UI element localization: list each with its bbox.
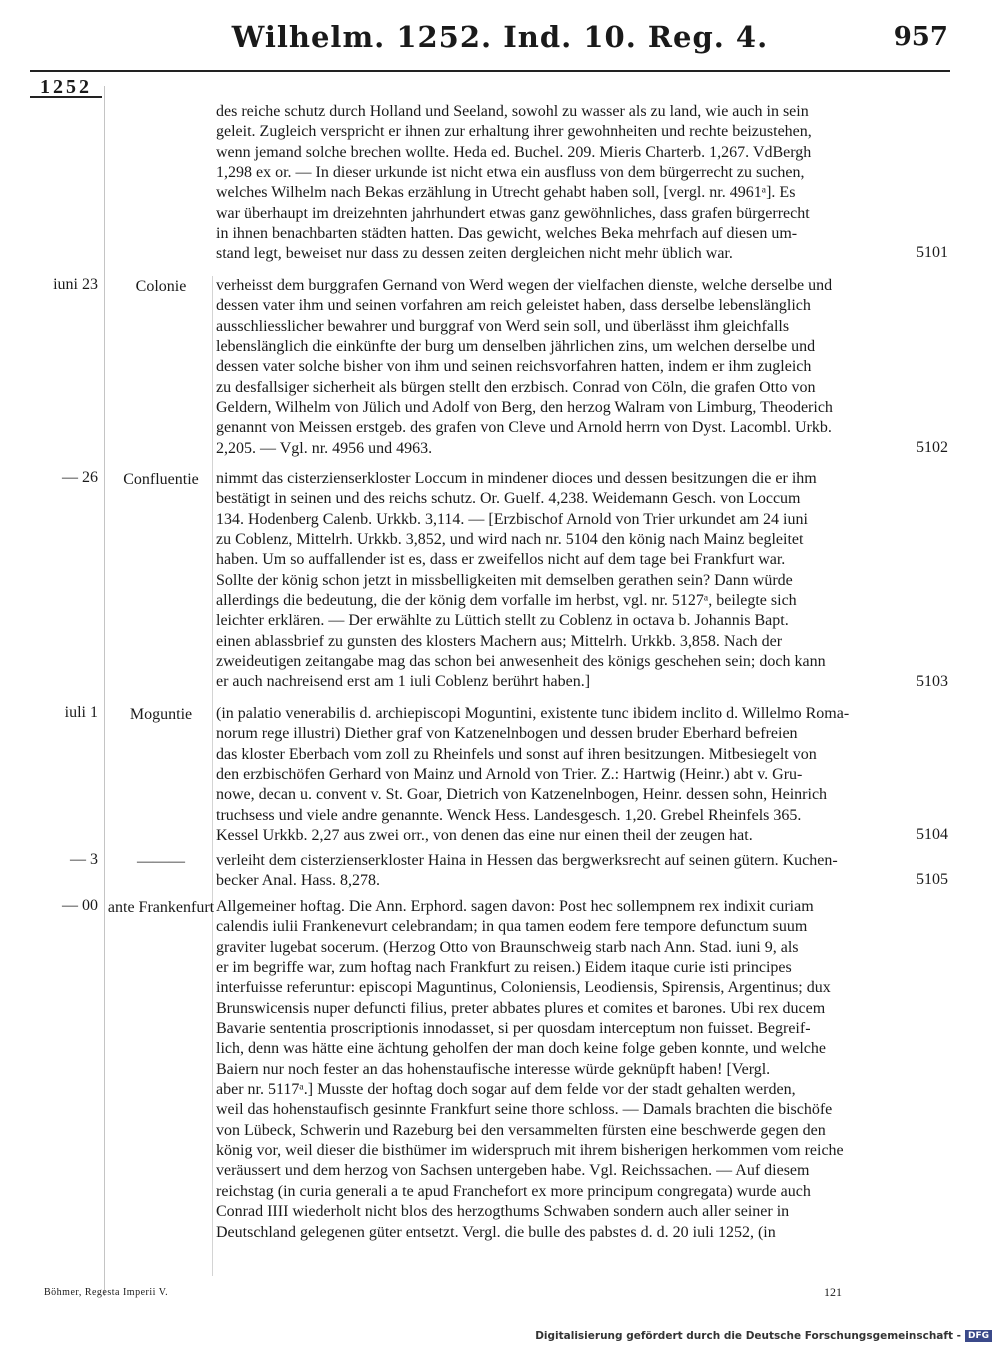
year-label: 1252: [30, 76, 102, 98]
text-line: allerdings die bedeutung, die der könig dem vorfalle im herbst, vgl. nr. 5127ᵃ, beilegte sich: [216, 592, 797, 610]
text-line: verheisst dem burggrafen Gernand von Werd wegen der vielfachen dienste, welche derselbe und: [216, 277, 833, 294]
text-line: haben. Um so auffallender ist es, dass er zweifellos nicht auf dem tage bei Frankfurt war.: [216, 551, 786, 569]
text-line: genannt von Meissen erstgeb. des grafen von Cleve und Arnold herrn von Dyst. Lacombl. Urkb.: [216, 419, 832, 437]
text-line: den erzbischöfen Gerhard von Mainz und Arnold von Trier. Z.: Hartwig (Heinr.) abt v. Gru-: [216, 766, 803, 784]
text-line: lebenslänglich die einkünfte der burg um denselben jährlichen zins, um welchen derselbe und: [216, 338, 816, 356]
text-line: Kessel Urkkb. 2,27 aus zwei orr., von denen das eine nur einen theil der zeugen hat.: [216, 827, 753, 845]
text-line: verleiht dem cisterzienserkloster Haina in Hessen das bergwerksrecht auf seinen gütern. Kuchen-: [216, 852, 838, 869]
text-line: Brunswicensis nuper defuncti filius, preter abbates plures et comites et barones. Ubi rex ducem: [216, 999, 826, 1017]
text-line: lich, denn was hätte eine ächtung geholfen der man doch keine folge geben konnte, und welche: [216, 1040, 826, 1058]
text-line: norum rege illustri) Diether graf von Katzenelnbogen und dessen bruder Eberhard befreien: [216, 725, 798, 743]
text-line: wenn jemand solche brechen wollte. Heda ed. Buchel. 209. Mieris Charterb. 1,267. VdBergh: [216, 143, 812, 161]
text-line: Conrad IIII wiederholt nicht blos des herzogthums Schwaben sondern auch aller seiner in: [216, 1203, 790, 1221]
column-divider-right: [212, 276, 213, 1276]
text-line: 1,298 ex or. — In dieser urkunde ist nicht etwa ein ausfluss von dem bürgerrecht zu suchen,: [216, 164, 805, 182]
footer-source: Böhmer, Regesta Imperii V.: [44, 1287, 169, 1298]
entry-text: [216, 897, 948, 1243]
regest-number: 5101: [916, 244, 948, 262]
text-line: des reiche schutz durch Holland und Seeland, sowohl zu wasser als zu land, wie auch in sein: [216, 103, 809, 120]
text-line: graviter lugebat socerum. (Herzog Otto von Braunschweig starb nach Ann. Stad. iuni 9, als: [216, 938, 799, 956]
text-line: calendis iulii Frankenevurt celebrandam; in qua tamen eodem fere tempore defunctum suum: [216, 918, 808, 936]
text-line: Allgemeiner hoftag. Die Ann. Erphord. sagen davon: Post hec sollempnem rex indixit curiam: [216, 898, 814, 915]
text-line: 134. Hodenberg Calenb. Urkkb. 3,114. — [Erzbischof Arnold von Trier urkundet am 24 iuni: [216, 510, 808, 528]
entry-date: — 3: [70, 851, 98, 868]
text-line: das kloster Eberbach vom zoll zu Rheinfels und sonst auf ihren besitzungen. Mitbesiegelt von: [216, 745, 817, 763]
regest-number: 5104: [916, 826, 948, 844]
entry-date: — 26: [62, 469, 98, 486]
entry-place: Confluentie: [123, 471, 199, 488]
text-line: aber nr. 5117ᵃ.] Musste der hoftag doch sogar auf dem felde vor der stadt gehalten werden,: [216, 1081, 796, 1099]
text-line: dessen vater ihm und seinen vorfahren am reich geleistet haben, dass derselbe lebenslänglich: [216, 297, 811, 315]
entry-date: iuli 1: [64, 704, 98, 721]
text-line: Deutschland gelegenen güter entsetzt. Vergl. die bulle des pabstes d. d. 20 iuli 1252, (in: [216, 1223, 776, 1241]
footer-signature: 121: [824, 1285, 842, 1299]
regest-number: 5102: [916, 438, 948, 456]
text-line: (in palatio venerabilis d. archiepiscopi Moguntini, existente tunc ibidem inclito d. Willelmo Roma-: [216, 705, 850, 722]
entry-text: [216, 851, 948, 892]
text-line: in ihnen benachbarten städten hatten. Das gewicht, welches Beka mehrfach auf diesen um-: [216, 225, 798, 243]
text-line: interfuisse referuntur: episcopi Maguntinus, Coloniensis, Leodiensis, Spirensis, Argentinus; dux: [216, 979, 831, 997]
column-divider-left: [104, 86, 105, 1296]
text-line: leichter erklären. — Der erwählte zu Lüttich stellt zu Coblenz in octava b. Johannis Bapt.: [216, 612, 789, 630]
text-line: welches Wilhelm nach Bekas erzählung in Utrecht gehabt haben soll, [vergl. nr. 4961ᵃ]. Es: [216, 184, 796, 202]
text-line: zweideutigen zeitangabe mag das schon bei anwesenheit des königs geschehen sein; doch kann: [216, 653, 826, 671]
page-number: 957: [893, 22, 948, 52]
text-line: war überhaupt im dreizehnten jahrhundert etwas ganz gewöhnliches, dass grafen bürgerrecht: [216, 204, 810, 222]
text-line: truchsess und viele andre genannte. Wenck Hess. Landesgesch. 1,20. Grebel Rheinfels 365.: [216, 806, 802, 824]
text-line: nimmt das cisterzienserkloster Loccum in mindener dioces und dessen besitzungen die er ihm: [216, 470, 817, 487]
dfg-logo-icon: DFG: [965, 1330, 992, 1342]
regest-number: 5103: [916, 672, 948, 690]
text-line: Baiern nur noch fester an das hohenstaufische interesse würde geknüpft haben! [Vergl.: [216, 1060, 771, 1078]
text-line: Sollte der könig schon jetzt in missbelligkeiten mit demselben gerathen sein? Dann würde: [216, 571, 793, 589]
text-line: ausschliesslicher bewahrer und burggraf von Werd sein soll, und überlässt ihm gleichfalls: [216, 317, 790, 335]
text-line: reichstag (in curia generali a te apud Franchefort ex more principum congregata) wurde auch: [216, 1182, 811, 1200]
text-line: 2,205. — Vgl. nr. 4956 und 4963.: [216, 439, 433, 457]
text-line: einen ablassbrief zu gunsten des klosters Machern aus; Mittelrh. Urkkb. 3,858. Nach der: [216, 632, 783, 650]
text-line: dessen vater solche bisher von ihm und seinen reichsvorfahren hatten, indem er ihm zugleich: [216, 358, 812, 376]
text-line: geleit. Zugleich verspricht er ihnen zur erhaltung ihrer gewohnheiten und rechte beizustehen,: [216, 123, 812, 141]
regest-number: 5105: [916, 871, 948, 889]
page-header: [0, 20, 1000, 64]
running-title: Wilhelm. 1252. Ind. 10. Reg. 4.: [231, 20, 769, 54]
entry-text: [216, 704, 948, 846]
text-line: weil das hohenstaufisch gesinnte Frankfurt seine thore schloss. — Damals brachten die bischöfe: [216, 1101, 833, 1119]
text-line: Bavarie sententia proscriptionis innodasset, si per quosdam interceptum non fuisset. Begreif-: [216, 1020, 811, 1038]
entry-place: Colonie: [135, 278, 187, 295]
text-line: becker Anal. Hass. 8,278.: [216, 872, 380, 890]
text-line: von Lübeck, Schwerin und Razeburg bei den versammelten fürsten eine beschwerde gegen den: [216, 1121, 826, 1139]
text-line: nowe, decan u. convent v. St. Goar, Dietrich von Katzenelnbogen, Heinr. dessen sohn, Heinrich: [216, 786, 828, 804]
funding-note: [535, 1330, 992, 1342]
entry-text: [216, 102, 948, 265]
text-line: er im begriffe war, zum hoftag nach Frankfurt zu reisen.) Eidem itaque curie isti principes: [216, 959, 792, 977]
text-line: könig vor, weil dieser die bisthümer im widerspruch mit ihrem bisherigen herkommen vom reiche: [216, 1142, 844, 1160]
entry-place: ———: [137, 853, 185, 870]
text-line: er auch nachreisend erst am 1 iuli Coblenz berührt haben.]: [216, 673, 591, 691]
text-line: zu desfallsiger sicherheit als bürgen stellt den erzbisch. Conrad von Cöln, die grafen Otto von: [216, 378, 816, 396]
text-line: bestätigt in seinen und des reichs schutz. Or. Guelf. 4,238. Weidemann Gesch. von Loccum: [216, 490, 801, 508]
entry-text: [216, 276, 948, 459]
funding-text: Digitalisierung gefördert durch die Deutsche Forschungsgemeinschaft -: [535, 1330, 961, 1342]
text-line: zu Coblenz, Mittelrh. Urkkb. 3,852, und wird nach nr. 5104 den könig nach Mainz begleitet: [216, 531, 804, 549]
header-rule: [30, 70, 950, 72]
entry-text: [216, 469, 948, 693]
entry-date: — 00: [62, 897, 98, 914]
text-line: veräussert und dem herzog von Sachsen untergeben habe. Vgl. Reichssachen. — Auf diesem: [216, 1162, 810, 1180]
text-line: stand legt, beweiset nur dass zu dessen zeiten dergleichen nicht mehr üblich war.: [216, 245, 733, 263]
entry-place: Moguntie: [129, 706, 193, 723]
text-line: Geldern, Wilhelm von Jülich und Adolf von Berg, den herzog Walram von Limburg, Theoderich: [216, 399, 833, 417]
entry-date: iuni 23: [53, 276, 98, 293]
entry-place: ante Frankenfurt: [107, 899, 215, 916]
